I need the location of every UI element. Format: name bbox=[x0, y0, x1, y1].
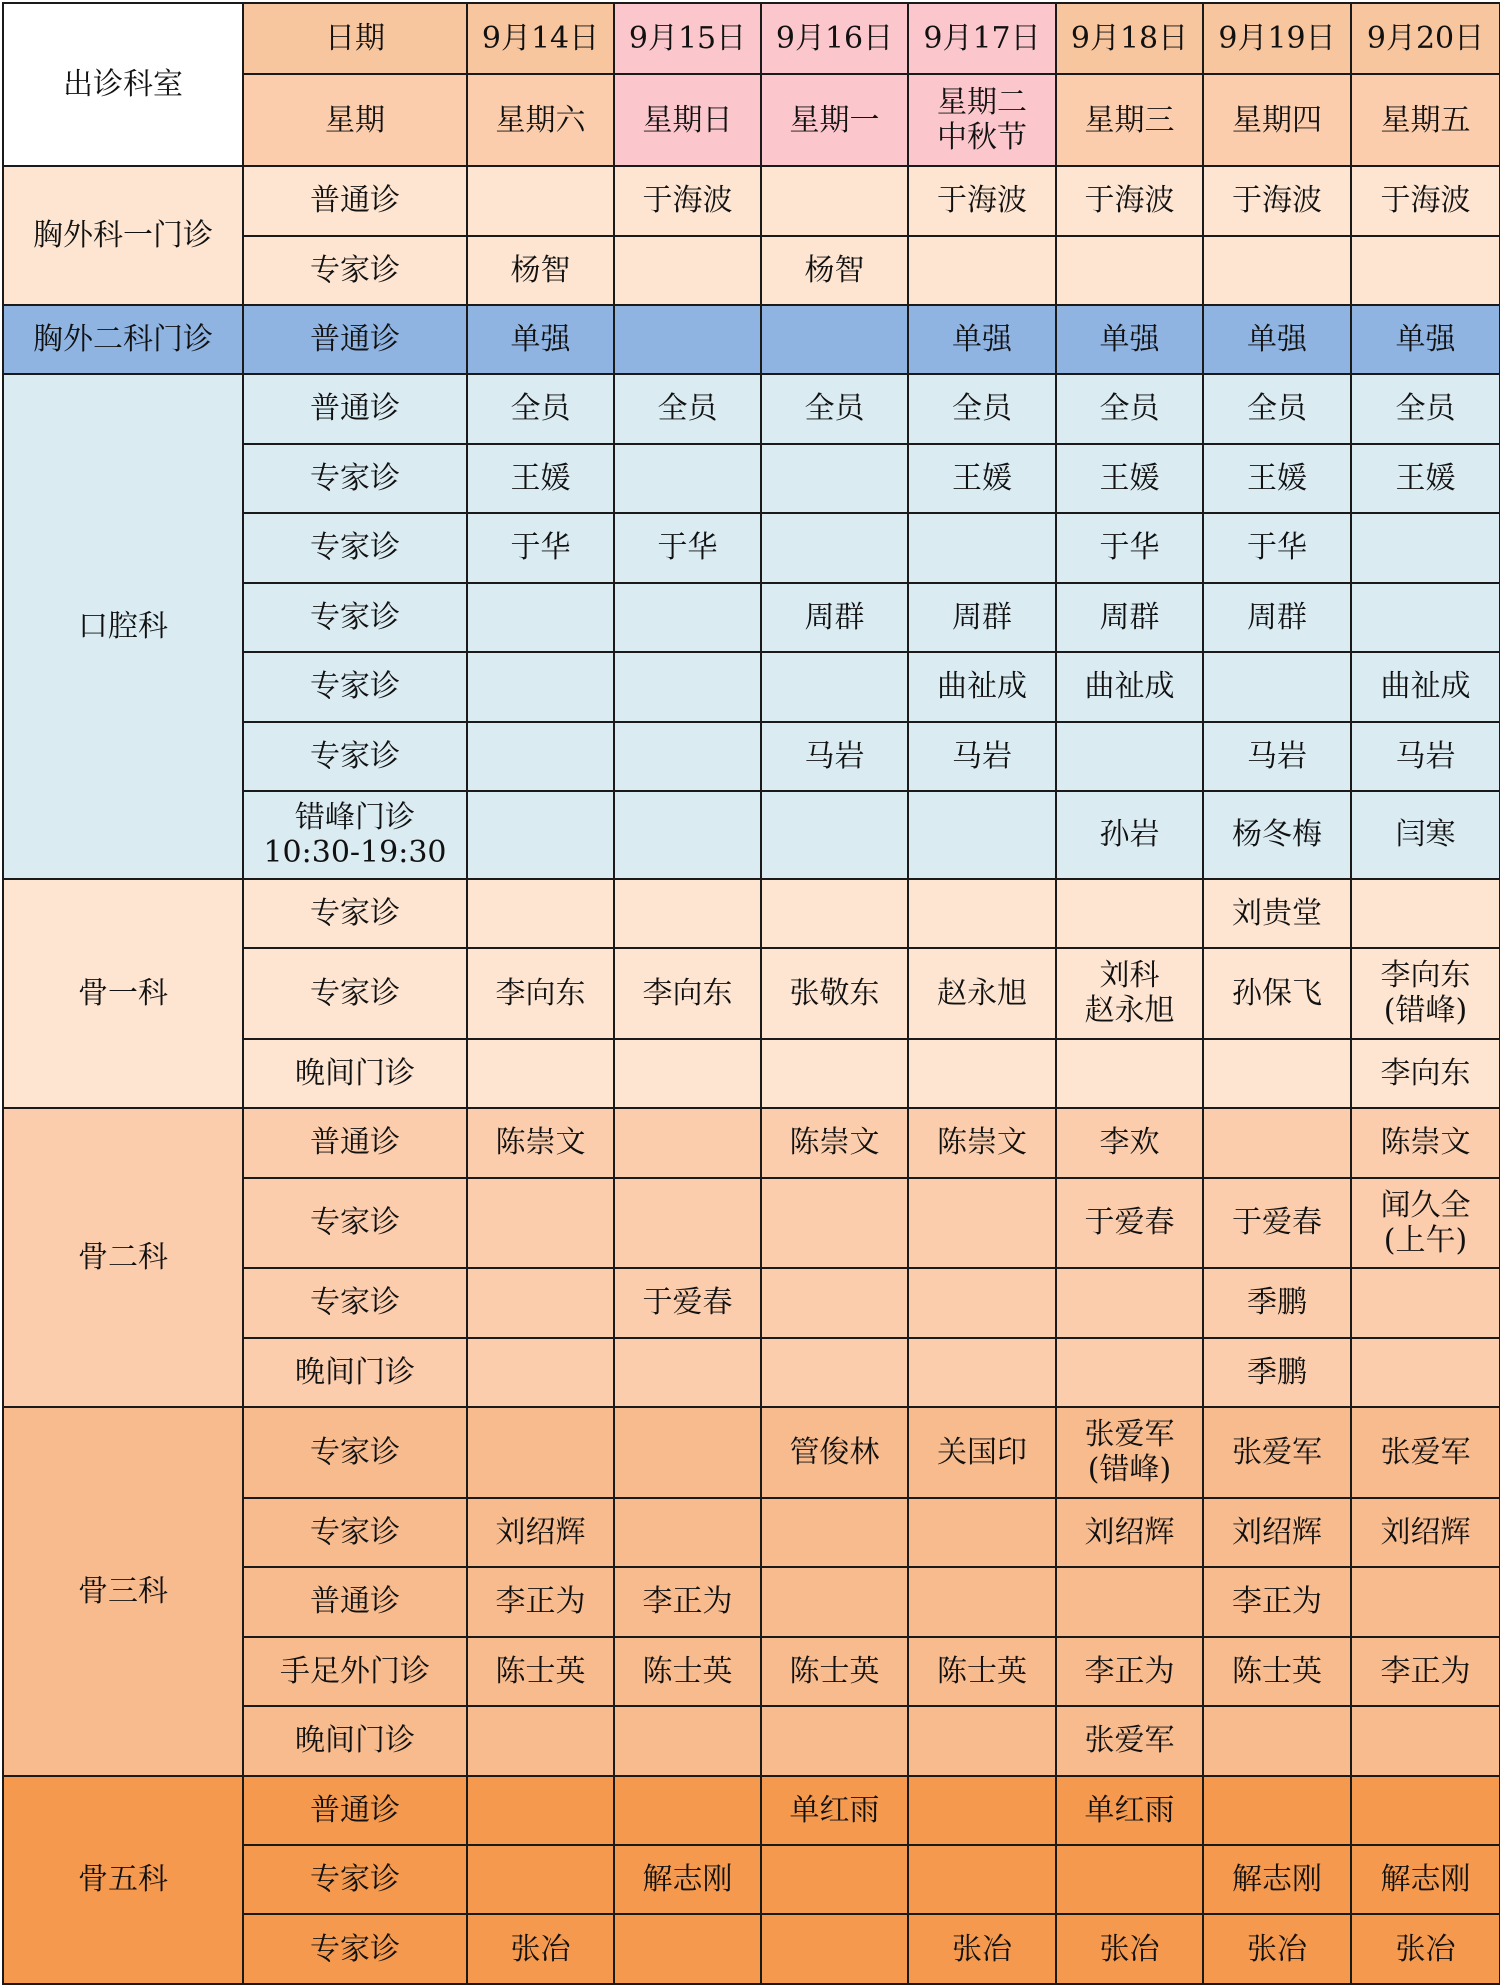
doctor-cell bbox=[614, 444, 761, 513]
doctor-cell bbox=[761, 1567, 908, 1636]
department-name: 胸外二科门诊 bbox=[3, 305, 243, 374]
doctor-cell bbox=[614, 1178, 761, 1269]
date-cell: 9月16日 bbox=[761, 3, 908, 74]
doctor-cell: 陈士英 bbox=[761, 1637, 908, 1706]
doctor-cell: 杨智 bbox=[761, 236, 908, 305]
doctor-cell: 张爱军 bbox=[1351, 1407, 1500, 1498]
doctor-cell bbox=[761, 1845, 908, 1914]
doctor-cell: 周群 bbox=[1056, 583, 1203, 652]
doctor-cell: 孙岩 bbox=[1056, 791, 1203, 879]
doctor-cell: 刘绍辉 bbox=[467, 1498, 614, 1567]
doctor-cell bbox=[761, 1706, 908, 1775]
doctor-cell: 于海波 bbox=[1351, 166, 1500, 235]
doctor-cell bbox=[908, 1706, 1056, 1775]
doctor-cell: 于海波 bbox=[1203, 166, 1351, 235]
doctor-cell bbox=[761, 305, 908, 374]
doctor-cell bbox=[761, 444, 908, 513]
doctor-cell: 于海波 bbox=[1056, 166, 1203, 235]
doctor-cell bbox=[761, 166, 908, 235]
doctor-cell: 全员 bbox=[1203, 374, 1351, 443]
doctor-cell: 赵永旭 bbox=[908, 948, 1056, 1039]
doctor-cell bbox=[761, 1338, 908, 1407]
weekday-cell: 星期六 bbox=[467, 74, 614, 166]
doctor-cell: 陈士英 bbox=[908, 1637, 1056, 1706]
doctor-cell: 周群 bbox=[908, 583, 1056, 652]
doctor-cell: 陈士英 bbox=[467, 1637, 614, 1706]
doctor-cell: 张冶 bbox=[908, 1914, 1056, 1984]
schedule-row bbox=[3, 166, 1500, 235]
clinic-type: 专家诊 bbox=[243, 652, 467, 721]
doctor-cell bbox=[467, 1039, 614, 1108]
doctor-cell bbox=[467, 1268, 614, 1337]
doctor-cell bbox=[1203, 652, 1351, 721]
clinic-type: 晚间门诊 bbox=[243, 1338, 467, 1407]
doctor-cell bbox=[1056, 1567, 1203, 1636]
date-cell: 9月15日 bbox=[614, 3, 761, 74]
doctor-cell: 孙保飞 bbox=[1203, 948, 1351, 1039]
doctor-cell bbox=[908, 1845, 1056, 1914]
doctor-cell: 陈士英 bbox=[1203, 1637, 1351, 1706]
doctor-cell bbox=[1351, 513, 1500, 582]
doctor-cell: 刘绍辉 bbox=[1351, 1498, 1500, 1567]
doctor-cell bbox=[761, 1178, 908, 1269]
date-cell: 9月19日 bbox=[1203, 3, 1351, 74]
doctor-cell bbox=[1351, 1567, 1500, 1636]
schedule-row bbox=[3, 1776, 1500, 1845]
doctor-cell bbox=[761, 791, 908, 879]
doctor-cell: 张爱军 bbox=[1203, 1407, 1351, 1498]
doctor-cell bbox=[614, 879, 761, 948]
doctor-cell bbox=[1056, 1268, 1203, 1337]
doctor-cell: 全员 bbox=[761, 374, 908, 443]
doctor-cell bbox=[1203, 1706, 1351, 1775]
clinic-type: 晚间门诊 bbox=[243, 1706, 467, 1775]
schedule-row bbox=[3, 374, 1500, 443]
doctor-cell: 陈崇文 bbox=[467, 1108, 614, 1177]
schedule-row bbox=[3, 879, 1500, 948]
doctor-cell: 于华 bbox=[467, 513, 614, 582]
doctor-cell: 单红雨 bbox=[1056, 1776, 1203, 1845]
doctor-cell: 闻久全 (上午) bbox=[1351, 1178, 1500, 1269]
doctor-cell: 王媛 bbox=[1351, 444, 1500, 513]
doctor-cell bbox=[467, 791, 614, 879]
doctor-cell: 张冶 bbox=[467, 1914, 614, 1984]
doctor-cell: 单红雨 bbox=[761, 1776, 908, 1845]
doctor-cell: 李向东 bbox=[467, 948, 614, 1039]
doctor-cell: 马岩 bbox=[1351, 722, 1500, 791]
clinic-type: 专家诊 bbox=[243, 583, 467, 652]
doctor-cell bbox=[761, 1914, 908, 1984]
doctor-cell bbox=[467, 1706, 614, 1775]
date-row bbox=[3, 3, 1500, 74]
doctor-cell bbox=[908, 1268, 1056, 1337]
doctor-cell: 季鹏 bbox=[1203, 1338, 1351, 1407]
doctor-cell: 马岩 bbox=[1203, 722, 1351, 791]
doctor-cell bbox=[467, 1407, 614, 1498]
clinic-type: 错峰门诊 10:30-19:30 bbox=[243, 791, 467, 879]
doctor-cell: 于海波 bbox=[614, 166, 761, 235]
doctor-cell: 周群 bbox=[761, 583, 908, 652]
corner-label: 出诊科室 bbox=[3, 3, 243, 166]
doctor-cell bbox=[761, 652, 908, 721]
clinic-type: 专家诊 bbox=[243, 1498, 467, 1567]
doctor-cell bbox=[614, 722, 761, 791]
date-row-label: 日期 bbox=[243, 3, 467, 74]
doctor-cell bbox=[1351, 1706, 1500, 1775]
clinic-type: 专家诊 bbox=[243, 722, 467, 791]
doctor-cell: 解志刚 bbox=[1351, 1845, 1500, 1914]
doctor-cell: 刘绍辉 bbox=[1203, 1498, 1351, 1567]
doctor-cell bbox=[1351, 583, 1500, 652]
weekday-cell: 星期一 bbox=[761, 74, 908, 166]
doctor-cell bbox=[1351, 1268, 1500, 1337]
clinic-type: 专家诊 bbox=[243, 1407, 467, 1498]
doctor-cell bbox=[1056, 236, 1203, 305]
doctor-cell bbox=[614, 1776, 761, 1845]
doctor-cell bbox=[1056, 1039, 1203, 1108]
doctor-cell: 周群 bbox=[1203, 583, 1351, 652]
doctor-cell bbox=[1203, 1776, 1351, 1845]
doctor-cell: 刘绍辉 bbox=[1056, 1498, 1203, 1567]
doctor-cell: 曲祉成 bbox=[1056, 652, 1203, 721]
doctor-cell: 于华 bbox=[1056, 513, 1203, 582]
doctor-cell bbox=[614, 1914, 761, 1984]
date-cell: 9月18日 bbox=[1056, 3, 1203, 74]
doctor-cell: 单强 bbox=[1351, 305, 1500, 374]
clinic-type: 专家诊 bbox=[243, 1845, 467, 1914]
clinic-type: 专家诊 bbox=[243, 948, 467, 1039]
doctor-cell bbox=[908, 879, 1056, 948]
clinic-type: 普通诊 bbox=[243, 1108, 467, 1177]
doctor-cell bbox=[1056, 879, 1203, 948]
department-name: 骨五科 bbox=[3, 1776, 243, 1984]
date-cell: 9月17日 bbox=[908, 3, 1056, 74]
doctor-cell bbox=[1056, 722, 1203, 791]
doctor-cell: 解志刚 bbox=[1203, 1845, 1351, 1914]
doctor-cell: 李正为 bbox=[1056, 1637, 1203, 1706]
doctor-cell bbox=[467, 583, 614, 652]
doctor-cell bbox=[467, 652, 614, 721]
doctor-cell: 王媛 bbox=[908, 444, 1056, 513]
doctor-cell: 刘贵堂 bbox=[1203, 879, 1351, 948]
clinic-type: 专家诊 bbox=[243, 513, 467, 582]
department-name: 胸外科一门诊 bbox=[3, 166, 243, 305]
schedule-row bbox=[3, 305, 1500, 374]
doctor-cell bbox=[614, 1039, 761, 1108]
clinic-type: 专家诊 bbox=[243, 236, 467, 305]
clinic-type: 普通诊 bbox=[243, 166, 467, 235]
doctor-cell: 于爱春 bbox=[1056, 1178, 1203, 1269]
doctor-cell: 王媛 bbox=[1056, 444, 1203, 513]
doctor-cell: 李正为 bbox=[1203, 1567, 1351, 1636]
doctor-cell: 解志刚 bbox=[614, 1845, 761, 1914]
weekday-cell: 星期五 bbox=[1351, 74, 1500, 166]
doctor-cell: 全员 bbox=[908, 374, 1056, 443]
doctor-cell bbox=[467, 722, 614, 791]
doctor-cell bbox=[467, 1178, 614, 1269]
schedule-body bbox=[3, 3, 1500, 1984]
clinic-type: 手足外门诊 bbox=[243, 1637, 467, 1706]
weekday-cell: 星期三 bbox=[1056, 74, 1203, 166]
doctor-cell bbox=[761, 513, 908, 582]
doctor-cell: 张冶 bbox=[1203, 1914, 1351, 1984]
doctor-cell: 王媛 bbox=[467, 444, 614, 513]
doctor-cell: 于爱春 bbox=[614, 1268, 761, 1337]
schedule-row bbox=[3, 1108, 1500, 1177]
doctor-cell bbox=[761, 1498, 908, 1567]
doctor-cell bbox=[1351, 879, 1500, 948]
doctor-cell: 于华 bbox=[614, 513, 761, 582]
doctor-cell bbox=[1351, 1776, 1500, 1845]
department-name: 骨二科 bbox=[3, 1108, 243, 1407]
doctor-cell: 张爱军 (错峰) bbox=[1056, 1407, 1203, 1498]
doctor-cell bbox=[614, 652, 761, 721]
doctor-cell: 李向东 (错峰) bbox=[1351, 948, 1500, 1039]
doctor-cell bbox=[908, 1039, 1056, 1108]
clinic-type: 普通诊 bbox=[243, 1776, 467, 1845]
doctor-cell: 李向东 bbox=[614, 948, 761, 1039]
clinic-type: 专家诊 bbox=[243, 1914, 467, 1984]
doctor-cell bbox=[467, 1845, 614, 1914]
weekday-row-label: 星期 bbox=[243, 74, 467, 166]
weekday-cell: 星期日 bbox=[614, 74, 761, 166]
doctor-cell: 马岩 bbox=[908, 722, 1056, 791]
doctor-cell: 刘科 赵永旭 bbox=[1056, 948, 1203, 1039]
doctor-cell bbox=[1056, 1845, 1203, 1914]
weekday-cell: 星期二 中秋节 bbox=[908, 74, 1056, 166]
doctor-cell bbox=[1351, 1338, 1500, 1407]
doctor-cell bbox=[614, 1706, 761, 1775]
doctor-cell bbox=[614, 1108, 761, 1177]
doctor-cell bbox=[467, 1776, 614, 1845]
doctor-cell bbox=[761, 1268, 908, 1337]
clinic-type: 专家诊 bbox=[243, 1268, 467, 1337]
doctor-cell: 单强 bbox=[908, 305, 1056, 374]
doctor-cell: 全员 bbox=[1056, 374, 1203, 443]
doctor-cell: 张冶 bbox=[1351, 1914, 1500, 1984]
doctor-cell bbox=[908, 1498, 1056, 1567]
doctor-cell bbox=[1203, 1039, 1351, 1108]
doctor-cell bbox=[614, 583, 761, 652]
doctor-cell bbox=[908, 1567, 1056, 1636]
doctor-cell bbox=[761, 1039, 908, 1108]
doctor-cell: 于爱春 bbox=[1203, 1178, 1351, 1269]
doctor-cell: 张敬东 bbox=[761, 948, 908, 1039]
doctor-cell bbox=[1203, 1108, 1351, 1177]
schedule-row bbox=[3, 1407, 1500, 1498]
doctor-cell bbox=[467, 1338, 614, 1407]
doctor-cell: 李正为 bbox=[614, 1567, 761, 1636]
doctor-cell bbox=[467, 166, 614, 235]
doctor-cell: 陈崇文 bbox=[908, 1108, 1056, 1177]
doctor-cell: 陈士英 bbox=[614, 1637, 761, 1706]
doctor-cell: 张爱军 bbox=[1056, 1706, 1203, 1775]
doctor-cell bbox=[614, 1338, 761, 1407]
doctor-cell: 王媛 bbox=[1203, 444, 1351, 513]
doctor-cell bbox=[908, 1178, 1056, 1269]
doctor-cell: 单强 bbox=[1203, 305, 1351, 374]
doctor-cell bbox=[614, 305, 761, 374]
clinic-type: 专家诊 bbox=[243, 444, 467, 513]
clinic-type: 普通诊 bbox=[243, 305, 467, 374]
doctor-cell: 全员 bbox=[614, 374, 761, 443]
weekday-cell: 星期四 bbox=[1203, 74, 1351, 166]
doctor-cell: 曲祉成 bbox=[908, 652, 1056, 721]
clinic-type: 专家诊 bbox=[243, 1178, 467, 1269]
clinic-type: 普通诊 bbox=[243, 1567, 467, 1636]
doctor-cell bbox=[614, 1407, 761, 1498]
department-name: 骨三科 bbox=[3, 1407, 243, 1775]
doctor-cell: 单强 bbox=[1056, 305, 1203, 374]
department-name: 口腔科 bbox=[3, 374, 243, 878]
doctor-cell bbox=[467, 879, 614, 948]
doctor-cell bbox=[614, 791, 761, 879]
doctor-cell: 曲祉成 bbox=[1351, 652, 1500, 721]
doctor-cell bbox=[761, 879, 908, 948]
doctor-cell bbox=[1203, 236, 1351, 305]
doctor-cell bbox=[614, 236, 761, 305]
doctor-cell: 全员 bbox=[467, 374, 614, 443]
doctor-cell: 李向东 bbox=[1351, 1039, 1500, 1108]
date-cell: 9月20日 bbox=[1351, 3, 1500, 74]
doctor-cell bbox=[1056, 1338, 1203, 1407]
clinic-type: 专家诊 bbox=[243, 879, 467, 948]
doctor-cell: 李欢 bbox=[1056, 1108, 1203, 1177]
doctor-cell bbox=[908, 513, 1056, 582]
doctor-cell: 闫寒 bbox=[1351, 791, 1500, 879]
department-name: 骨一科 bbox=[3, 879, 243, 1109]
doctor-cell: 马岩 bbox=[761, 722, 908, 791]
doctor-cell: 陈崇文 bbox=[761, 1108, 908, 1177]
doctor-cell bbox=[908, 236, 1056, 305]
clinic-schedule-table bbox=[2, 2, 1500, 1985]
doctor-cell: 关国印 bbox=[908, 1407, 1056, 1498]
doctor-cell: 季鹏 bbox=[1203, 1268, 1351, 1337]
doctor-cell: 管俊林 bbox=[761, 1407, 908, 1498]
clinic-type: 晚间门诊 bbox=[243, 1039, 467, 1108]
doctor-cell: 陈崇文 bbox=[1351, 1108, 1500, 1177]
doctor-cell bbox=[908, 1776, 1056, 1845]
doctor-cell: 张冶 bbox=[1056, 1914, 1203, 1984]
doctor-cell: 单强 bbox=[467, 305, 614, 374]
doctor-cell: 李正为 bbox=[1351, 1637, 1500, 1706]
doctor-cell: 李正为 bbox=[467, 1567, 614, 1636]
doctor-cell bbox=[908, 791, 1056, 879]
doctor-cell bbox=[1351, 236, 1500, 305]
doctor-cell: 杨冬梅 bbox=[1203, 791, 1351, 879]
doctor-cell: 于海波 bbox=[908, 166, 1056, 235]
clinic-type: 普通诊 bbox=[243, 374, 467, 443]
doctor-cell: 全员 bbox=[1351, 374, 1500, 443]
doctor-cell bbox=[614, 1498, 761, 1567]
doctor-cell bbox=[908, 1338, 1056, 1407]
date-cell: 9月14日 bbox=[467, 3, 614, 74]
doctor-cell: 杨智 bbox=[467, 236, 614, 305]
doctor-cell: 于华 bbox=[1203, 513, 1351, 582]
